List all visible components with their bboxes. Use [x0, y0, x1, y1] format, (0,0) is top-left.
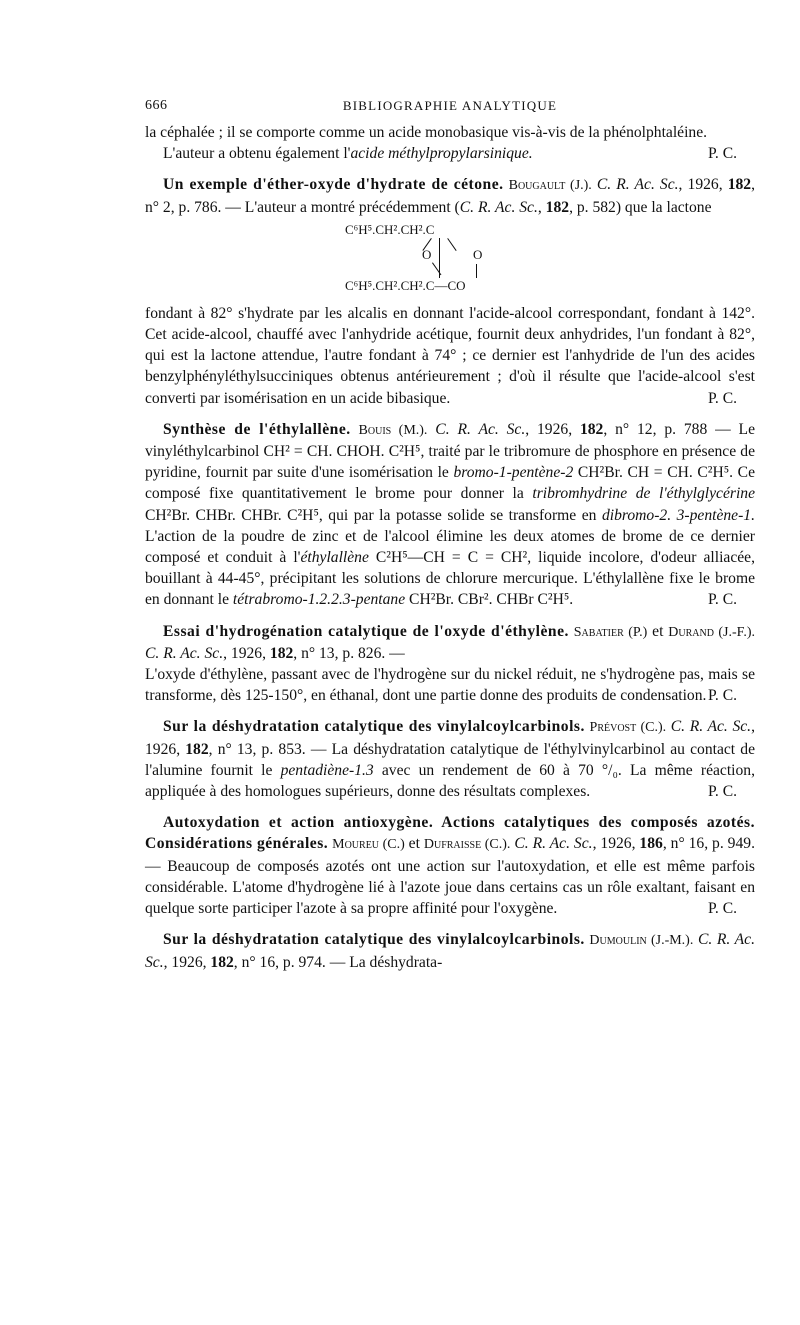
journal-ref: C. R. Ac. Sc.: [514, 835, 593, 853]
abstract-entry-5: [145, 812, 755, 919]
body-text: L'oxyde d'éthylène, passant avec de l'hydrogène sur du nickel réduit, ne s'hydrogène pas, mais se transforme, dès 125-150°, en éthanal, dont une partie donne des produits de condensation.: [145, 666, 755, 705]
journal-ref: C. R. Ac. Sc.: [145, 931, 755, 971]
abstract-entry-4: [145, 716, 755, 802]
body-text: , n° 16, p. 974. — La déshydrata-: [233, 953, 443, 971]
page: [145, 98, 755, 973]
volume: 182: [579, 420, 604, 438]
body-text: , n° 13, p. 853. — La déshydratation catalytique de l'éthylvinylcarbinol au contact de l'alumine fournit le: [145, 740, 756, 779]
journal-ref: C. R. Ac. Sc.: [435, 420, 526, 438]
ref-text: , 1926,: [592, 835, 640, 853]
conjunction: et: [647, 622, 669, 640]
journal-ref: C. R. Ac. Sc.: [145, 644, 224, 662]
ref-text: , p. 582) que la lactone: [569, 198, 712, 216]
entry-author: Bouis (M.).: [358, 422, 428, 438]
body-text: CH²Br. CH = CH. C²H⁵. Ce composé fixe quantitativement le brome pour donner la: [145, 464, 755, 503]
signature: P. C.: [707, 900, 737, 918]
ref-text: , n° 2, p. 786. — L'auteur a montré précédemment (: [145, 176, 755, 216]
volume: 182: [545, 198, 570, 216]
ref-text: , 1926,: [163, 953, 211, 971]
body-text: CH²Br. CHBr. CHBr. C²H⁵, qui par la potasse solide se transforme en: [145, 506, 602, 524]
entry-author: Prévost (C.).: [589, 720, 667, 736]
entry-title: Essai d'hydrogénation catalytique de l'oxyde d'éthylène.: [163, 622, 569, 640]
ref-text: , 1926,: [678, 176, 728, 194]
abstract-entry-6: [145, 929, 755, 972]
volume: 186: [639, 835, 663, 853]
body-text: CH²Br. CBr². CHBr C²H⁵.: [405, 591, 574, 609]
journal-ref: C. R. Ac. Sc.: [670, 718, 752, 736]
abstract-entry-2: [145, 419, 755, 611]
entry-author: Moureu (C.): [332, 837, 405, 853]
running-head: [145, 98, 755, 122]
body-text: avec un rendement de 60 à 70 °/₀. La même réaction, appliquée à des homologues supérieurs, donne des résultats complexes.: [145, 761, 755, 801]
intro-line1: la céphalée ; il se comporte comme un acide monobasique vis-à-vis de la phénolphtaléine.: [145, 124, 708, 141]
formula-bond-lower-right: [476, 264, 477, 278]
entry-3-body: [145, 664, 755, 706]
intro-text: L'auteur a obtenu également l': [163, 145, 351, 163]
compound-name: pentadiène-1.3: [280, 761, 374, 779]
entry-title: Autoxydation et action antioxygène. Actions catalytiques des composés azotés. Considérations générales.: [145, 814, 755, 853]
formula-line-1: C⁶H⁵.CH².CH².C: [345, 221, 435, 237]
entry-author: Dufraisse (C.).: [423, 837, 511, 853]
volume: 182: [210, 953, 234, 971]
entry-author: Durand (J.-F.).: [668, 624, 755, 640]
intro-italic: acide méthylpropylarsinique.: [350, 145, 533, 163]
lactone-formula: [145, 223, 755, 299]
body-text: , n° 16, p. 949. — Beaucoup de composés azotés ont une action sur l'autoxydation, et elle est même parfois considérable. L'atome d'hydrogène lié à l'azote joue dans certains cas un rôle exaltant, faisant en quelque sorte participer l'azote à sa propre affinité pour l'oxygène.: [145, 835, 755, 918]
signature: P. C.: [707, 389, 737, 407]
signature: P. C.: [707, 145, 737, 163]
abstract-entry-3: [145, 621, 755, 664]
compound-name: bromo-1-pentène-2: [453, 464, 574, 482]
body-text: C²H⁵—CH = C = CH², liquide incolore, d'odeur alliacée, bouillant à 44-45°, précipitant les solutions de chlorure mercurique. L'éthylallène fixe le brome en donnant le: [145, 549, 755, 609]
compound-name: dibromo-2. 3-pentène-1.: [601, 506, 755, 524]
ref-text: , 1926,: [525, 420, 580, 438]
body-text: L'action de la poudre de zinc et de l'alcool élimine les deux atomes de brome de ce dernier composé et conduit à l': [145, 527, 755, 567]
compound-name: tribromhydrine de l'éthylglycérine: [532, 485, 755, 503]
conjunction: et: [404, 835, 424, 853]
entry-author: Bougault (J.).: [508, 178, 592, 194]
entry-author: Sabatier (P.): [573, 624, 648, 640]
entry-title: Synthèse de l'éthylallène.: [163, 420, 351, 438]
journal-ref: C. R. Ac. Sc.: [459, 198, 538, 216]
entry-title: Sur la déshydratation catalytique des vinylalcoylcarbinols.: [163, 931, 585, 949]
ref-text: , 1926,: [145, 718, 755, 758]
entry-author: Dumoulin (J.-M.).: [589, 933, 694, 949]
body-text: fondant à 82° s'hydrate par les alcalis en donnant l'acide-alcool correspondant, fondant à 142°. Cet acide-alcool, chauffé avec l'anhydride acétique, fournit deux anhydrides, l'un fondant à 82°, qui est la lactone attendue, l'autre fondant à 74° ; ce dernier est l'anhydride de l'un des acides benzylphényléthylsucciniques obtenus antérieurement ; d'où il résulte que l'acide-alcool s'est converti par isomérisation en un acide bibasique.: [145, 304, 755, 407]
ref-text: ,: [537, 198, 546, 216]
formula-bond-right: [447, 238, 457, 251]
signature: P. C.: [707, 591, 737, 609]
entry-title: Sur la déshydratation catalytique des vinylalcoylcarbinols.: [163, 718, 585, 736]
volume: 182: [269, 644, 294, 662]
compound-name: tétrabromo-1.2.2.3-pentane: [232, 591, 406, 609]
entry-1-body: [145, 303, 755, 409]
page-number: 666: [145, 98, 168, 113]
intro-paragraph-2: [145, 143, 755, 164]
running-title: BIBLIOGRAPHIE ANALYTIQUE: [342, 98, 558, 113]
signature: P. C.: [707, 783, 737, 801]
body-text: , n° 12, p. 788 — Le vinyléthylcarbinol CH² = CH. CHOH. C²H⁵, traité par le tribromure de phosphore en présence de pyridine, fournit par suite d'une isomérisation le: [145, 420, 755, 482]
formula-oxygen-right: O: [473, 246, 483, 262]
signature: P. C.: [707, 687, 737, 705]
abstract-entry-1: [145, 174, 755, 217]
journal-ref: C. R. Ac. Sc.: [596, 176, 679, 194]
entry-title: Un exemple d'éther-oxyde d'hydrate de cétone.: [163, 176, 504, 194]
compound-name: éthylallène: [300, 549, 369, 567]
formula-line-3: C⁶H⁵.CH².CH².C—CO: [345, 277, 466, 293]
formula-oxygen-left: O: [422, 246, 432, 262]
volume: 182: [185, 740, 209, 758]
ref-text: , 1926,: [223, 644, 270, 662]
ref-text: , n° 13, p. 826. —: [293, 644, 405, 662]
intro-paragraph: [145, 122, 755, 143]
volume: 182: [727, 176, 752, 194]
